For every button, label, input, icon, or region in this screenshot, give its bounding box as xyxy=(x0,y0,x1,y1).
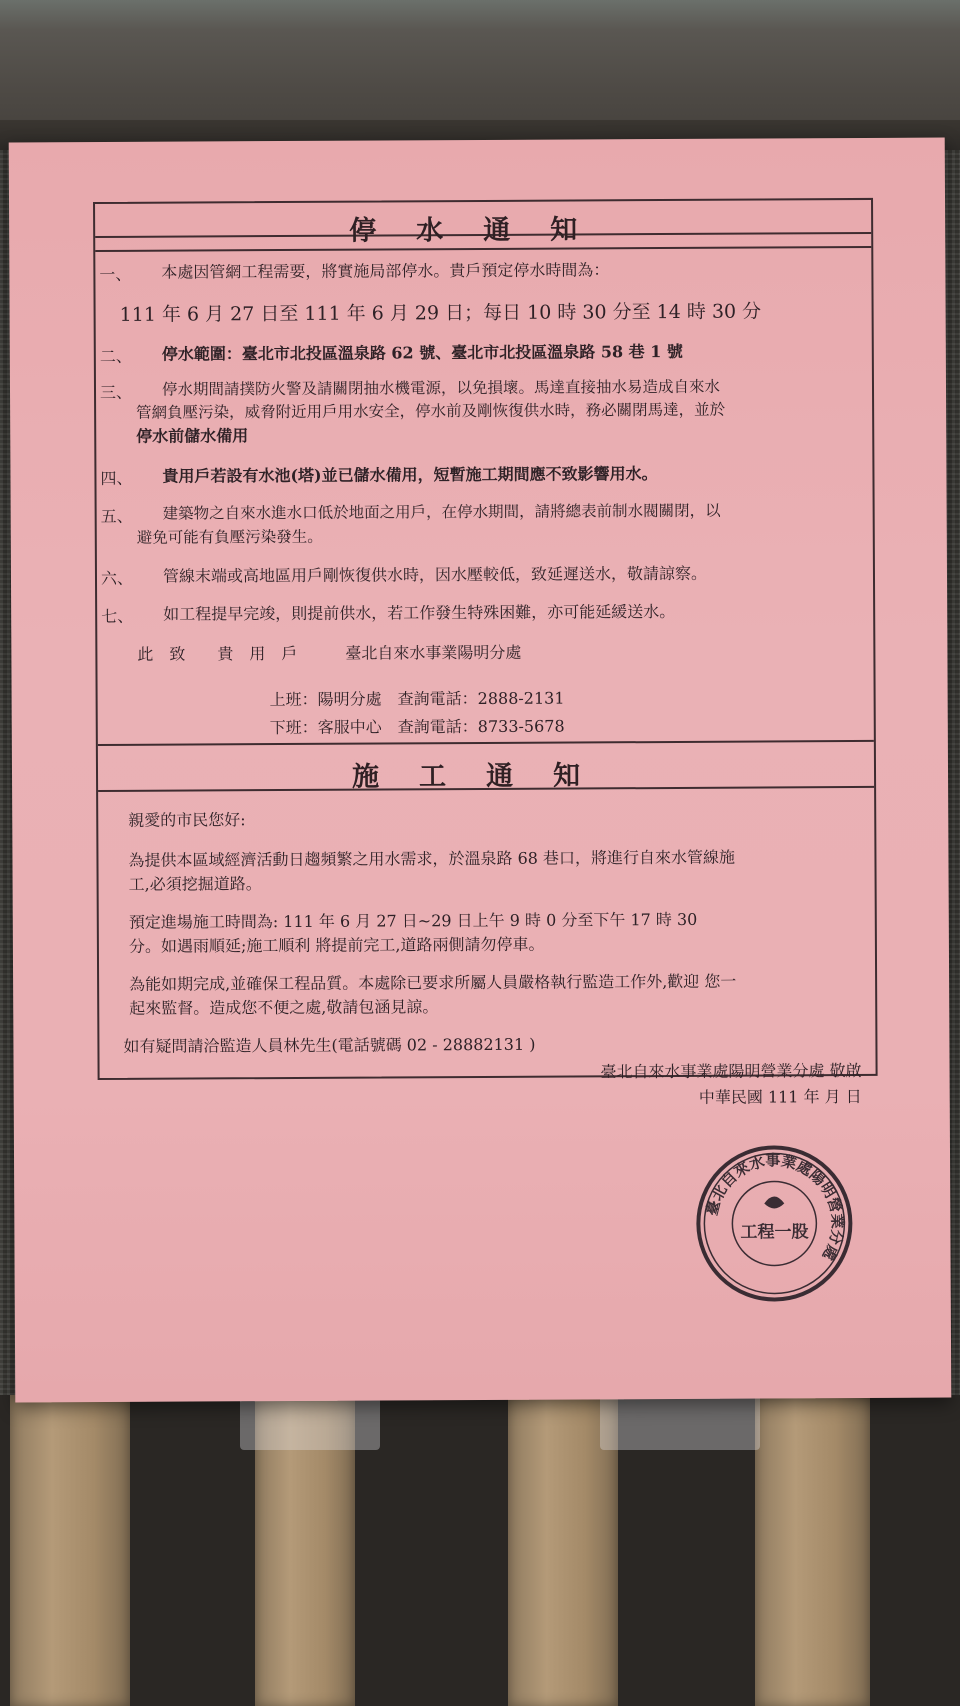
construction-title: 施工通知 xyxy=(351,760,621,793)
issuer-signature: 臺北自來水事業處陽明營業分處 敬啟 xyxy=(600,1061,862,1082)
salutation: 此 致 貴 用 戶 臺北自來水事業陽明分處 xyxy=(137,642,522,664)
item-3-line-3: 停水前儲水備用 xyxy=(136,426,249,446)
stamp-emblem-icon xyxy=(764,1196,784,1208)
item-number: 一、 xyxy=(99,264,132,284)
item-number: 二、 xyxy=(99,346,132,366)
fence-plank xyxy=(755,1395,870,1706)
stamp-center-text: 工程一股 xyxy=(740,1222,809,1243)
item-number: 五、 xyxy=(100,506,133,526)
outage-title: 停水通知 xyxy=(349,214,618,247)
stamp-ring-text: 臺北自來水事業處陽明營業分處 xyxy=(702,1151,847,1264)
item-5-line-1: 建築物之自來水進水口低於地面之用戶，在停水期間，請將總表前制水閥關閉，以 xyxy=(162,501,721,523)
para-1-line-2: 工,必須挖掘道路。 xyxy=(128,874,262,894)
official-stamp xyxy=(694,1143,855,1304)
notice-paper xyxy=(9,138,952,1403)
wooden-beam xyxy=(0,0,960,150)
item-2-text: 停水範圍：臺北市北投區溫泉路 62 號、臺北市北投區溫泉路 58 巷 1 號 xyxy=(161,341,683,364)
greeting: 親愛的市民您好: xyxy=(128,810,246,830)
contact-night: 下班：客服中心 查詢電話：8733-5678 xyxy=(269,716,565,738)
item-3-line-1: 停水期間請撲防火警及請關閉抽水機電源，以免損壞。馬達直接抽水易造成自來水 xyxy=(161,377,721,399)
item-number: 六、 xyxy=(100,568,134,588)
para-3-line-1: 為能如期完成,並確保工程品質。本處除已要求所屬人員嚴格執行監造工作外,歡迎 您一 xyxy=(129,971,737,994)
item-6-text: 管線末端或高地區用戶剛恢復供水時，因水壓較低，致延遲送水，敬請諒察。 xyxy=(162,563,708,586)
para-3-line-2: 起來監督。造成您不便之處,敬請包涵見諒。 xyxy=(129,997,439,1018)
para-1-line-1: 為提供本區域經濟活動日趨頻繁之用水需求，於溫泉路 68 巷口，將進行自來水管線施 xyxy=(128,847,736,870)
para-2-line-1: 預定進場施工時間為: 111 年 6 月 27 日~29 日上午 9 時 0 分至下午 17 時 30 xyxy=(128,909,698,932)
para-2-line-2: 分。如遇雨順延;施工順利 將提前完工,道路兩側請勿停車。 xyxy=(128,934,545,956)
outage-schedule: 111 年 6 月 27 日至 111 年 6 月 29 日；每日 10 時 30 分至 14 時 30 分 xyxy=(119,300,762,326)
divider xyxy=(98,740,874,746)
item-number: 三、 xyxy=(99,382,133,402)
item-number: 七、 xyxy=(101,606,134,626)
issue-date: 中華民國 111 年 月 日 xyxy=(698,1087,862,1107)
notice-frame xyxy=(93,198,878,1107)
item-7-text: 如工程提早完竣，則提前供水，若工作發生特殊困難，亦可能延緩送水。 xyxy=(163,601,676,624)
item-3-line-2: 管網負壓污染，威脅附近用戶用水安全，停水前及剛恢復供水時，務必關閉馬達，並於 xyxy=(136,400,726,422)
item-4-text: 貴用戶若設有水池(塔)並已儲水備用，短暫施工期間應不致影響用水。 xyxy=(162,464,658,486)
item-number: 四、 xyxy=(100,468,133,488)
inquiry-contact: 如有疑問請洽監造人員林先生(電話號碼 02 - 28882131 ) xyxy=(123,1034,536,1056)
item-1-text: 本處因管網工程需要，將實施局部停水。貴戶預定停水時間為： xyxy=(161,260,610,282)
fence-plank xyxy=(10,1395,130,1706)
contact-day: 上班：陽明分處 查詢電話：2888-2131 xyxy=(269,688,565,710)
item-5-line-2: 避免可能有負壓污染發生。 xyxy=(136,527,323,547)
